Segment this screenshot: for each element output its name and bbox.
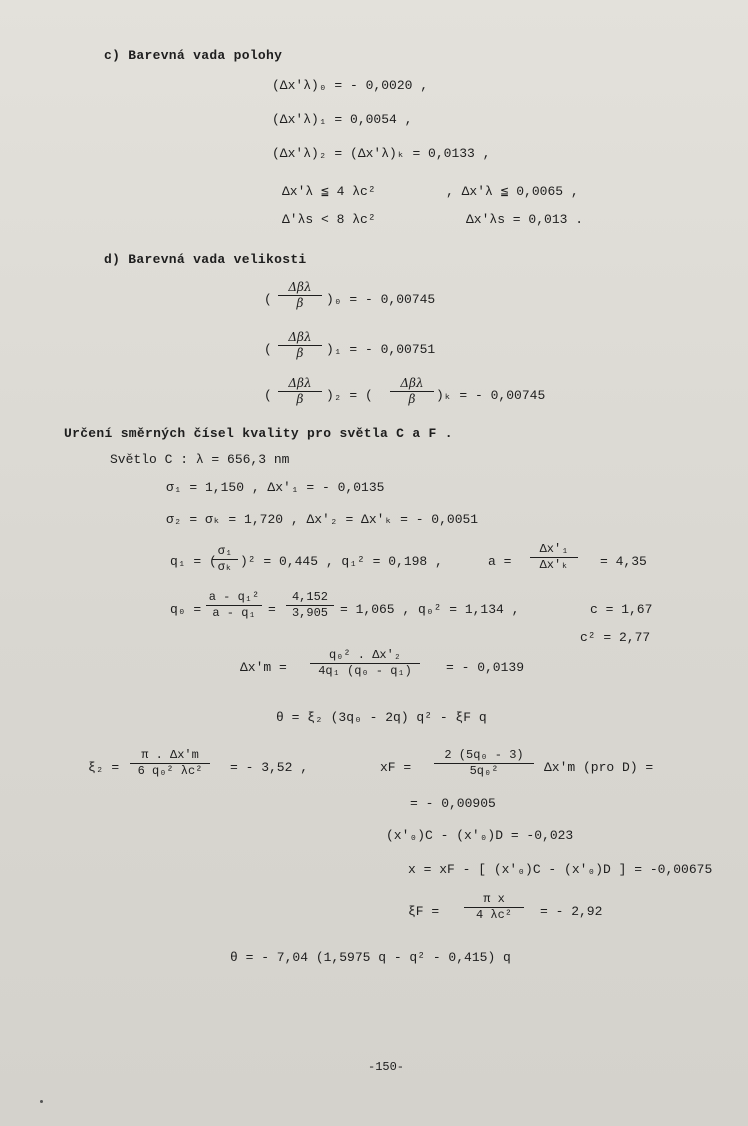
dxm-lhs: Δx'm = [240,660,287,675]
paper-speck [40,1100,43,1103]
q1-lhs: q₁ = ( [170,554,217,569]
xif-lhs: ξF = [408,904,440,919]
eq-d-line-3a: )₂ = ( [326,388,373,403]
fraction-numerator: Δx'₁ [530,542,578,558]
c-value: c = 1,67 [590,602,653,617]
eq-d-line-2: )₁ = - 0,00751 [326,342,436,357]
xf-value: = - 0,00905 [410,796,496,811]
q0-fraction [206,590,262,621]
fraction-denominator: 4q₁ (q₀ - q₁) [318,664,412,678]
fraction-numerator: 2 (5q₀ - 3) [434,748,534,764]
fraction-denominator: β [296,392,304,406]
section-c-heading: c) Barevná vada polohy [104,48,283,63]
eq-c-line-4a: Δx'λ ≦ 4 λc² [282,184,376,199]
dxm-fraction [310,648,420,679]
eq-c-line-5a: Δ'λs < 8 λc² [282,212,376,227]
eq-c-line-2: (Δx'λ)₁ = 0,0054 , [272,112,413,127]
fraction-d-2 [278,330,322,361]
fraction-denominator: β [296,296,304,310]
fraction-denominator: a - q₁ [212,606,256,620]
fraction-denominator: 4 λc² [475,908,512,922]
fraction-denominator: σₖ [217,560,233,574]
xf-rest: Δx'm (pro D) = [544,760,654,775]
q1-rest: )² = 0,445 , q₁² = 0,198 , [240,554,443,569]
fraction-numerator: a - q₁² [206,590,262,606]
fraction-numerator: π . Δx'm [130,748,210,764]
xf-lhs: xF = [380,760,412,775]
q0-equals: = [268,602,276,617]
fraction-numerator: Δβλ [390,376,434,392]
section-kvalita-heading: Určení směrných čísel kvality pro světla C a F . [64,426,453,441]
fraction-numerator: Δβλ [278,330,322,346]
q0-lhs: q₀ = [170,602,202,617]
eq-c-line-4b: , Δx'λ ≦ 0,0065 , [446,184,579,199]
xif-fraction [464,892,524,923]
c-squared-value: c² = 2,77 [580,630,651,645]
fraction-denominator: 5q₀² [469,764,499,778]
paren-open-3: ( [264,388,272,403]
eq-d-line-1: )₀ = - 0,00745 [326,292,436,307]
fraction-denominator: Δx'ₖ [539,558,569,572]
q1-fraction [212,544,238,575]
page-number: -150- [368,1060,405,1074]
sigma-2-line: σ₂ = σₖ = 1,720 , Δx'₂ = Δx'ₖ = - 0,0051 [166,512,479,527]
svetlo-c-line: Světlo C : λ = 656,3 nm [110,452,290,467]
sigma-1-line: σ₁ = 1,150 , Δx'₁ = - 0,0135 [166,480,385,495]
q0-fraction-numeric [286,590,334,621]
fraction-denominator: β [296,346,304,360]
x-line: x = xF - [ (x'₀)C - (x'₀)D ] = -0,00675 [408,862,713,877]
fraction-numerator: 4,152 [286,590,334,606]
xf-fraction [434,748,534,779]
a-lhs: a = [488,554,512,569]
fraction-d-3b [390,376,434,407]
paren-open-1: ( [264,292,272,307]
section-d-heading: d) Barevná vada velikosti [104,252,307,267]
theta-formula: θ = ξ₂ (3q₀ - 2q) q² - ξF q [276,710,487,725]
fraction-denominator: 6 q₀² λc² [137,764,203,778]
fraction-denominator: 3,905 [291,606,328,620]
eq-c-line-1: (Δx'λ)₀ = - 0,0020 , [272,78,429,93]
paren-open-2: ( [264,342,272,357]
fraction-numerator: Δβλ [278,376,322,392]
fraction-d-1 [278,280,322,311]
fraction-numerator: Δβλ [278,280,322,296]
dxm-value: = - 0,0139 [446,660,525,675]
fraction-numerator: q₀² . Δx'₂ [310,648,420,664]
fraction-numerator: σ₁ [212,544,238,560]
fraction-d-3a [278,376,322,407]
theta-final: θ = - 7,04 (1,5975 q - q² - 0,415) q [230,950,511,965]
xi2-fraction [130,748,210,779]
xi2-value: = - 3,52 , [230,760,309,775]
diff-line: (x'₀)C - (x'₀)D = -0,023 [386,828,574,843]
a-fraction [530,542,578,573]
xi2-lhs: ξ₂ = [88,760,120,775]
xif-value: = - 2,92 [540,904,603,919]
fraction-denominator: β [408,392,416,406]
q0-rest: = 1,065 , q₀² = 1,134 , [340,602,520,617]
a-value: = 4,35 [600,554,647,569]
eq-c-line-3: (Δx'λ)₂ = (Δx'λ)ₖ = 0,0133 , [272,146,491,161]
fraction-numerator: π x [464,892,524,908]
eq-c-line-5b: Δx'λs = 0,013 . [466,212,584,227]
eq-d-line-3b: )ₖ = - 0,00745 [436,388,546,403]
